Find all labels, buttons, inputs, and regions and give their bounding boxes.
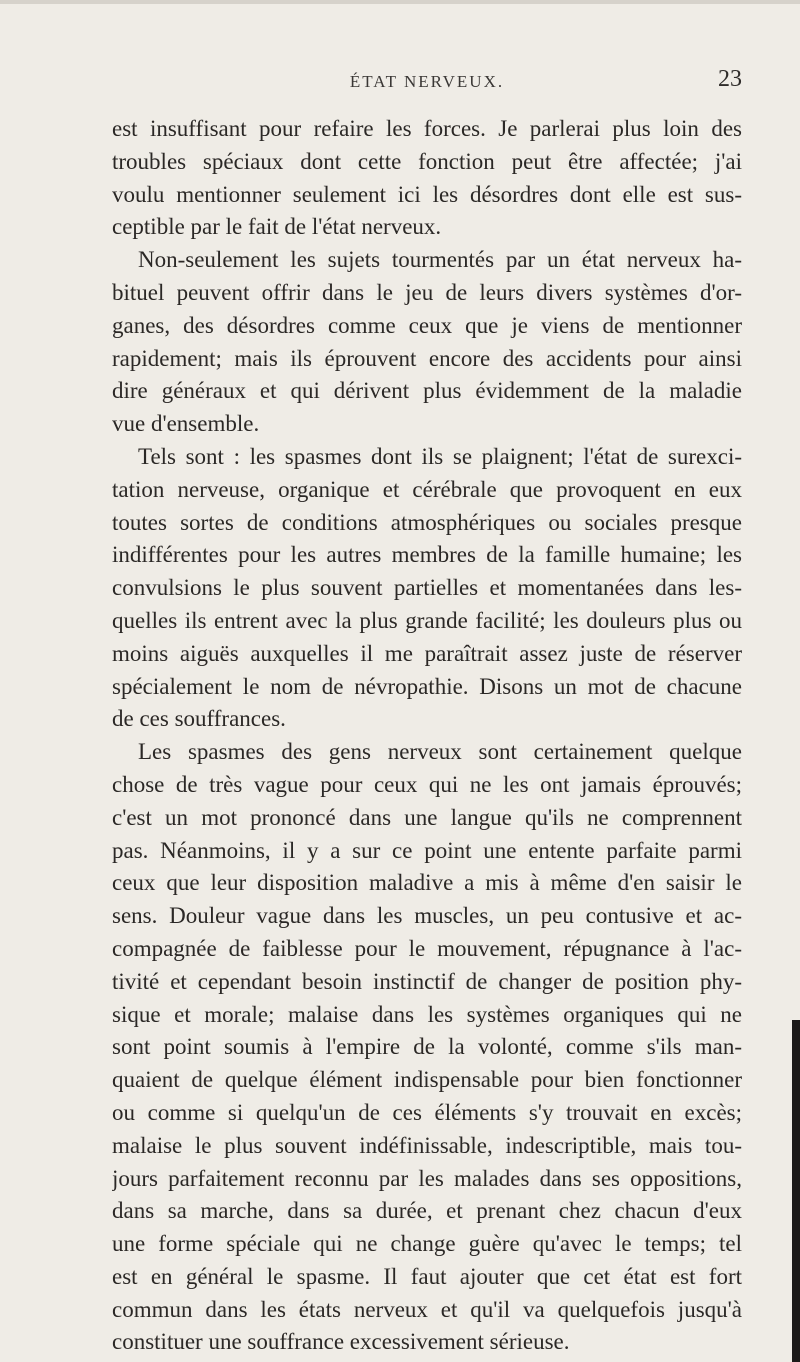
- text-line: dans sa marche, dans sa durée, et prenant chez chacun d'eux: [112, 1198, 742, 1224]
- text-line: dire généraux et qui dérivent plus évidemment de la maladie: [112, 378, 742, 404]
- text-line: indifférentes pour les autres membres de la famille humaine; les: [112, 542, 742, 568]
- text-line: convulsions le plus souvent partielles et momentanées dans les-: [112, 575, 742, 601]
- paragraph-start: Tels sont : les spasmes dont ils se plaignent; l'état de surexci-: [138, 443, 742, 469]
- text-line: tivité et cependant besoin instinctif de changer de position phy-: [112, 968, 742, 994]
- text-line: malaise le plus souvent indéfinissable, indescriptible, mais tou-: [112, 1132, 742, 1158]
- page-edge-shadow: [792, 1020, 800, 1362]
- text-line: compagnée de faiblesse pour le mouvement, répugnance à l'ac-: [112, 935, 742, 961]
- text-line: est insuffisant pour refaire les forces. Je parlerai plus loin des: [112, 116, 742, 141]
- page-number: 23: [718, 66, 742, 92]
- text-line: quelles ils entrent avec la plus grande facilité; les douleurs plus ou: [112, 607, 742, 633]
- text-line: bituel peuvent offrir dans le jeu de leurs divers systèmes d'or-: [112, 279, 742, 305]
- text-line: ceptible par le fait de l'état nerveux.: [112, 214, 442, 240]
- body-text: [112, 113, 742, 1359]
- text-line: est en général le spasme. Il faut ajouter que cet état est fort: [112, 1263, 742, 1289]
- text-line: ceux que leur disposition maladive a mis à même d'en saisir le: [112, 870, 742, 896]
- text-line: troubles spéciaux dont cette fonction peut être affectée; j'ai: [112, 148, 742, 174]
- text-line: ganes, des désordres comme ceux que je viens de mentionner: [112, 312, 742, 338]
- page-top-edge: [0, 0, 800, 4]
- header-title: ÉTAT NERVEUX.: [349, 72, 505, 91]
- text-line: de ces souffrances.: [112, 706, 286, 732]
- text-line: sont point soumis à l'empire de la volonté, comme s'ils man-: [112, 1034, 742, 1060]
- text-line: sique et morale; malaise dans les systèmes organiques qui ne: [112, 1001, 742, 1027]
- text-line: vue d'ensemble.: [112, 411, 260, 437]
- text-line: rapidement; mais ils éprouvent encore des accidents pour ainsi: [112, 345, 742, 371]
- paragraph-start: Non-seulement les sujets tourmentés par un état nerveux ha-: [138, 247, 742, 273]
- text-line: moins aiguës auxquelles il me paraîtrait assez juste de réserver: [112, 640, 742, 666]
- text-line: jours parfaitement reconnu par les malades dans ses oppositions,: [112, 1165, 742, 1191]
- running-head: [112, 66, 742, 102]
- text-line: toutes sortes de conditions atmosphériques ou sociales presque: [112, 509, 742, 535]
- text-line: tation nerveuse, organique et cérébrale que provoquent en eux: [112, 476, 742, 502]
- paragraph-start: Les spasmes des gens nerveux sont certainement quelque: [138, 739, 742, 765]
- text-line: ou comme si quelqu'un de ces éléments s'y trouvait en excès;: [112, 1099, 742, 1125]
- text-line: chose de très vague pour ceux qui ne les ont jamais éprouvés;: [112, 771, 742, 797]
- text-line: constituer une souffrance excessivement sérieuse.: [112, 1329, 570, 1355]
- text-line: quaient de quelque élément indispensable pour bien fonctionner: [112, 1067, 742, 1093]
- text-line: sens. Douleur vague dans les muscles, un peu contusive et ac-: [112, 903, 742, 929]
- text-line: voulu mentionner seulement ici les désordres dont elle est sus-: [112, 181, 742, 207]
- text-line: c'est un mot prononcé dans une langue qu'ils ne comprennent: [112, 804, 742, 830]
- text-line: une forme spéciale qui ne change guère qu'avec le temps; tel: [112, 1231, 742, 1257]
- text-line: spécialement le nom de névropathie. Disons un mot de chacune: [112, 673, 742, 699]
- text-line: commun dans les états nerveux et qu'il va quelquefois jusqu'à: [112, 1296, 742, 1322]
- text-line: pas. Néanmoins, il y a sur ce point une entente parfaite parmi: [112, 837, 742, 863]
